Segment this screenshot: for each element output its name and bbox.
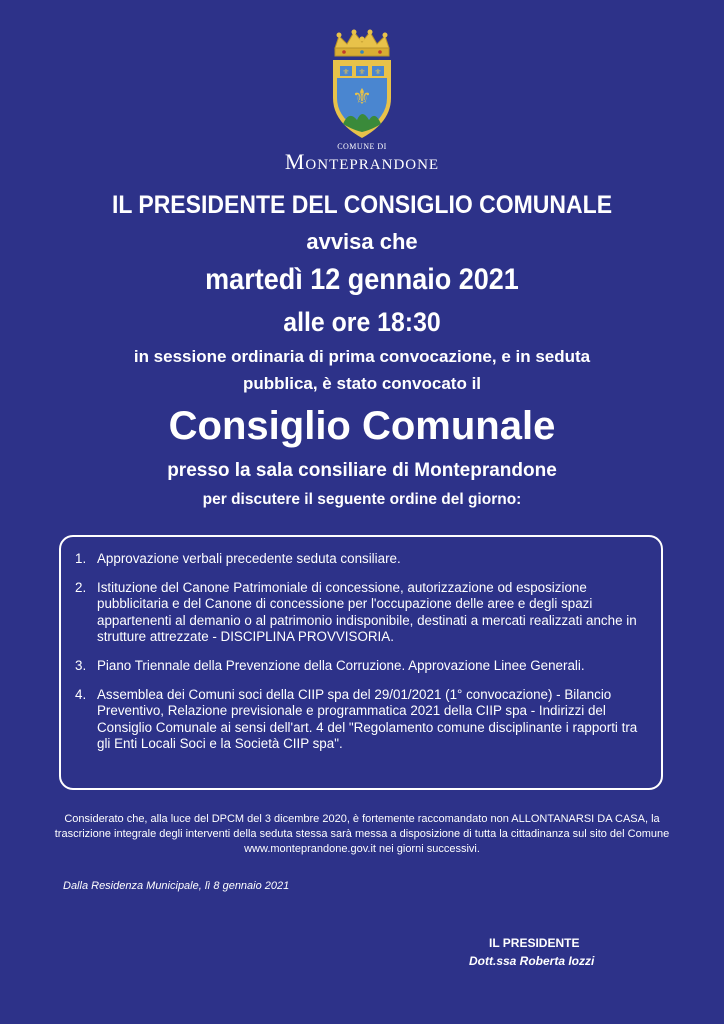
meeting-date: martedì 12 gennaio 2021: [205, 263, 519, 296]
comune-name: Monteprandone: [284, 149, 440, 174]
agenda-item: [75, 658, 643, 674]
meeting-time: alle ore 18:30: [283, 307, 441, 337]
agenda-item-text: Approvazione verbali precedente seduta consiliare.: [97, 551, 401, 566]
agenda-item-number: 4.: [75, 687, 87, 703]
agenda-item-number: 2.: [75, 580, 87, 596]
svg-text:⚜: ⚜: [358, 67, 366, 77]
agenda-box: [59, 535, 663, 790]
agenda-intro: per discutere il seguente ordine del giorno:: [202, 491, 522, 508]
agenda-item: [75, 551, 643, 567]
agenda-item-text: Piano Triennale della Prevenzione della Corruzione. Approvazione Linee Generali.: [97, 658, 585, 674]
venue-line: presso la sala consiliare di Monteprandone: [167, 460, 557, 481]
svg-text:⚜: ⚜: [374, 67, 382, 77]
agenda-item-text: Istituzione del Canone Patrimoniale di concessione, autorizzazione od esposizione pubblicitaria e del Canone di concessione per l'occupazione delle aree e degli spazi appartenenti al demanio o al patrimonio indisponibile, destinati a mercati realizzati anche in strutture attrezzate - DISCIPLINA PROVVISORIA.: [97, 580, 637, 644]
agenda-item: [75, 687, 643, 752]
signature-role: IL PRESIDENTE: [489, 936, 580, 950]
avvisa-line: avvisa che: [306, 229, 418, 254]
council-title: Consiglio Comunale: [168, 404, 556, 448]
considerato-paragraph: Considerato che, alla luce del DPCM del 3 dicembre 2020, è fortemente raccomandato non ALLONTANARSI DA CASA, la trascrizione integrale degli interventi della seduta stessa sarà messa a disposizione di tutta la cittadinanza sul sito del Comune www.monteprandone.gov.it nei giorni successivi.: [54, 813, 670, 855]
agenda-item-text: Assemblea dei Comuni soci della CIIP spa del 29/01/2021 (1° convocazione) - Bilancio Preventivo, Relazione previsionale e programmatica 2021 della CIIP spa - Indirizzi del Consiglio Comunale ai sensi dell'art. 4 del "Regolamento comune disciplinante i rapporti tra gli Enti Locali Soci e la Società CIIP spa".: [97, 687, 638, 751]
agenda-item-number: 1.: [75, 551, 87, 566]
comune-subtitle: COMUNE DI: [337, 142, 387, 151]
agenda-item: [75, 580, 643, 645]
residence-date-line: Dalla Residenza Municipale, lì 8 gennaio 2021: [63, 880, 290, 892]
signature-name: Dott.ssa Roberta Iozzi: [469, 954, 595, 968]
session-line-1: in sessione ordinaria di prima convocazione, e in seduta: [133, 347, 591, 366]
agenda-item-number: 3.: [75, 658, 87, 674]
svg-text:⚜: ⚜: [342, 67, 350, 77]
svg-text:⚜: ⚜: [352, 84, 372, 109]
president-heading: IL PRESIDENTE DEL CONSIGLIO COMUNALE: [111, 191, 613, 219]
session-line-2: pubblica, è stato convocato il: [242, 374, 482, 393]
municipal-crest-icon: [329, 28, 395, 140]
crest-block: [0, 28, 724, 175]
